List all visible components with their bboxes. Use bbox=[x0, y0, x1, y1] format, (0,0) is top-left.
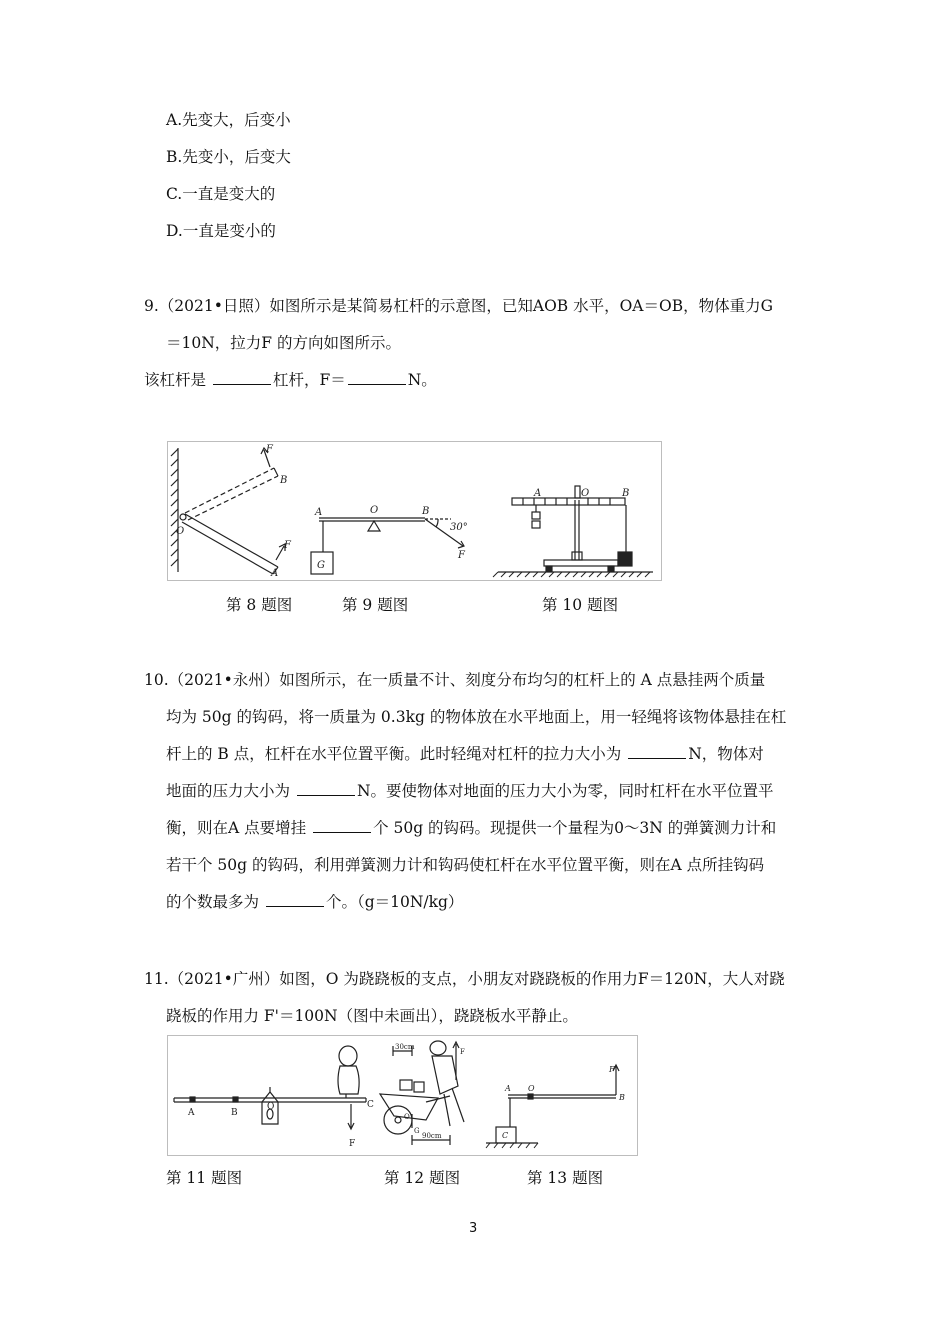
a-label: A bbox=[534, 488, 542, 499]
b-label: B bbox=[622, 488, 630, 499]
q9-line3: 该杠杆是 杠杆，F＝ N。 bbox=[144, 371, 437, 389]
o-label: O bbox=[528, 1084, 535, 1093]
b-label: B bbox=[231, 1108, 238, 1118]
caption-fig11: 第 11 题图 bbox=[166, 1169, 243, 1187]
caption-fig13: 第 13 题图 bbox=[527, 1169, 604, 1187]
caption-fig10: 第 10 题图 bbox=[542, 596, 619, 614]
c-label: C bbox=[367, 1100, 374, 1110]
b-label: B bbox=[619, 1093, 625, 1102]
caption-fig8: 第 8 题图 bbox=[226, 596, 293, 614]
b-label: B bbox=[280, 475, 288, 486]
q10-line6: 若干个 50g 的钩码，利用弹簧测力计和钩码使杠杆在水平位置平衡，则在A 点所挂钩码 bbox=[166, 856, 765, 874]
c-label: C bbox=[502, 1131, 509, 1140]
a-label: A bbox=[315, 507, 323, 518]
g-label: G bbox=[317, 560, 325, 571]
o-label: O bbox=[267, 1102, 275, 1112]
answer-blank[interactable] bbox=[213, 370, 271, 385]
o-label: O bbox=[370, 505, 379, 516]
f-label: F bbox=[266, 444, 273, 455]
a-label: A bbox=[188, 1108, 195, 1118]
answer-blank[interactable] bbox=[266, 892, 324, 907]
answer-blank[interactable] bbox=[297, 781, 355, 796]
f-label: F bbox=[609, 1065, 615, 1074]
q10-line4: 地面的压力大小为 N。要使物体对地面的压力大小为零，同时杠杆在水平位置平 bbox=[166, 782, 774, 800]
o-label: O bbox=[176, 526, 185, 537]
figure-10-diagram bbox=[498, 486, 653, 572]
option-b: B.先变小，后变大 bbox=[166, 148, 291, 166]
o-label: O bbox=[581, 488, 590, 499]
q10-line7: 的个数最多为 个。（g＝10N/kg） bbox=[166, 893, 464, 911]
option-d: D.一直是变小的 bbox=[166, 222, 276, 240]
caption-fig9: 第 9 题图 bbox=[342, 596, 409, 614]
a-label: A bbox=[271, 568, 279, 579]
option-a: A.先变大，后变小 bbox=[166, 111, 291, 129]
figure-12-diagram bbox=[380, 1041, 464, 1145]
caption-fig12: 第 12 题图 bbox=[384, 1169, 461, 1187]
q11-line1: 11.（2021•广州）如图，O 为跷跷板的支点，小朋友对跷跷板的作用力F＝120N，大人对跷 bbox=[144, 970, 785, 988]
distance-label: 30cm bbox=[395, 1043, 415, 1051]
lever-diagrams-svg bbox=[168, 442, 661, 580]
page-number: 3 bbox=[469, 1221, 478, 1236]
b-label: B bbox=[422, 506, 430, 517]
f-label: F bbox=[284, 540, 291, 551]
f-label: F bbox=[458, 550, 465, 561]
answer-blank[interactable] bbox=[348, 370, 406, 385]
o-label: O bbox=[404, 1113, 410, 1121]
q11-line2: 跷板的作用力 F'＝100N（图中未画出），跷跷板水平静止。 bbox=[166, 1007, 578, 1025]
f-label: F bbox=[460, 1048, 465, 1056]
q10-line5: 衡，则在A 点要增挂 个 50g 的钩码。现提供一个量程为0～3N 的弹簧测力计和 bbox=[166, 819, 777, 837]
figure-8-diagram bbox=[171, 448, 288, 574]
q9-line2: ＝10N，拉力F 的方向如图所示。 bbox=[166, 334, 401, 352]
figure-8-9-10 bbox=[167, 441, 662, 581]
f-label: F bbox=[349, 1139, 356, 1149]
a-label: A bbox=[505, 1084, 511, 1093]
q10-line3: 杆上的 B 点，杠杆在水平位置平衡。此时轻绳对杠杆的拉力大小为 N，物体对 bbox=[166, 745, 764, 763]
option-c: C.一直是变大的 bbox=[166, 185, 276, 203]
seesaw-diagrams-svg bbox=[168, 1036, 637, 1155]
q10-line2: 均为 50g 的钩码，将一质量为 0.3kg 的物体放在水平地面上，用一轻绳将该物体悬挂在杠 bbox=[166, 708, 787, 726]
distance-label: 90cm bbox=[422, 1132, 442, 1140]
q9-line1: 9.（2021•日照）如图所示是某简易杠杆的示意图，已知AOB 水平，OA＝OB，物体重力G bbox=[144, 297, 773, 315]
answer-blank[interactable] bbox=[628, 744, 686, 759]
figure-9-diagram bbox=[311, 518, 464, 574]
figure-11-diagram bbox=[174, 1046, 366, 1129]
g-label: G bbox=[414, 1127, 420, 1135]
q10-line1: 10.（2021•永州）如图所示，在一质量不计、刻度分布均匀的杠杆上的 A 点悬挂两个质量 bbox=[144, 671, 766, 689]
figure-11-12-13 bbox=[167, 1035, 638, 1156]
angle-label: 30° bbox=[450, 522, 468, 533]
answer-blank[interactable] bbox=[313, 818, 371, 833]
